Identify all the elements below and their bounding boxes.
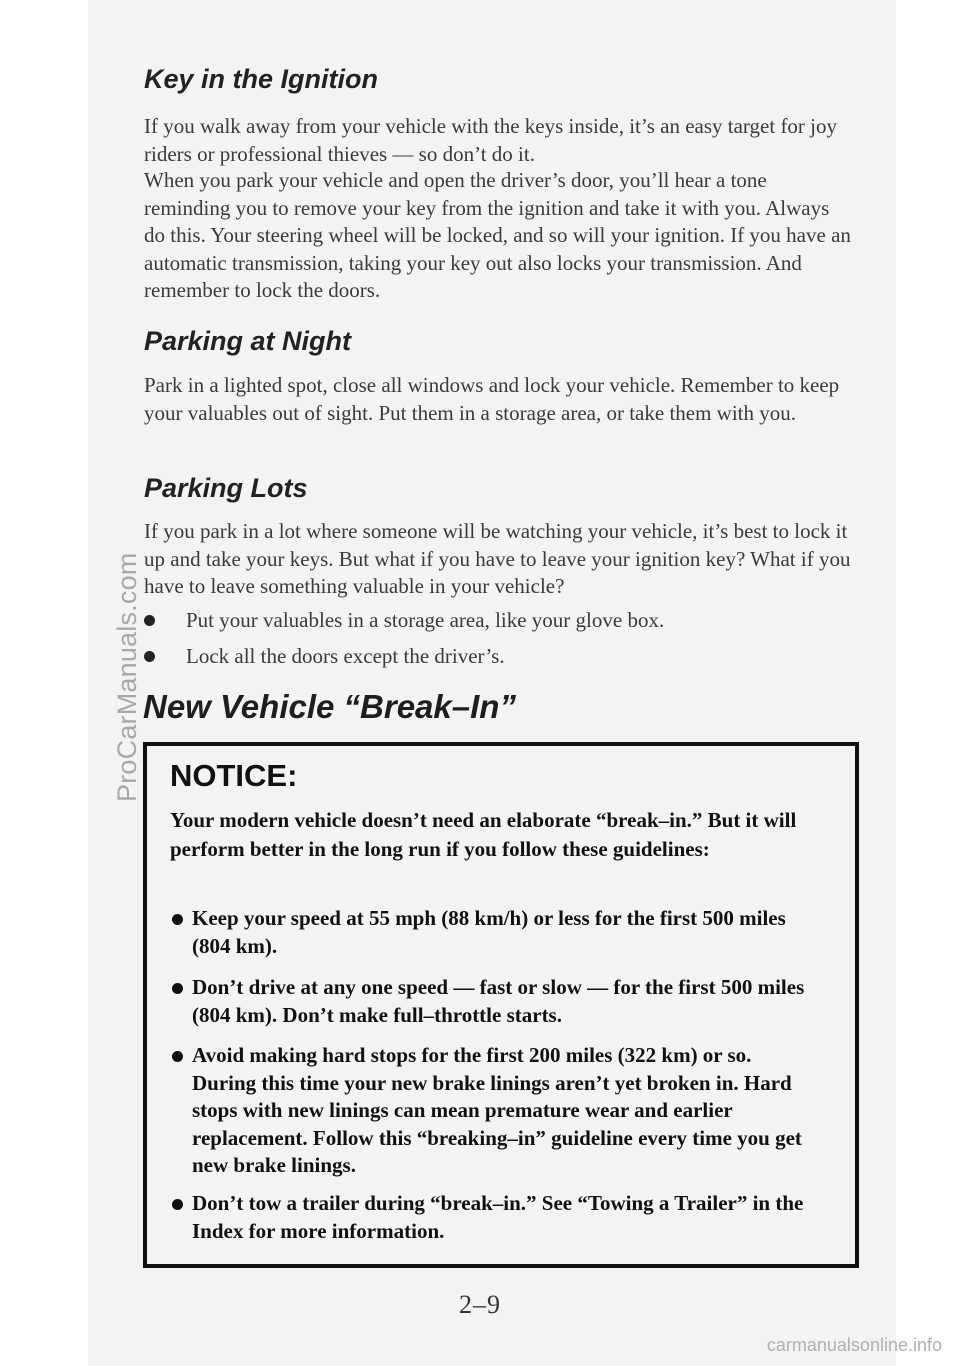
notice-box [143, 742, 859, 1268]
notice-title: NOTICE: [170, 758, 298, 793]
notice-list-item-text: Avoid making hard stops for the first 200 miles (322 km) or so. During this time your new brake linings aren’t yet broken in. Hard stops with new linings can mean premature wear and earlier replacement. Follow this “breaking–in” guideline every time you get new brake linings. [192, 1043, 802, 1177]
bullet-icon [172, 914, 183, 925]
paragraph-parking-night: Park in a lighted spot, close all windows and lock your vehicle. Remember to keep your valuables out of sight. Put them in a storage area, or take them with you. [144, 373, 840, 425]
list-item-text: Lock all the doors except the driver’s. [186, 644, 505, 668]
heading-key-in-ignition: Key in the Ignition [144, 64, 378, 94]
paragraph-key-ignition-2: When you park your vehicle and open the driver’s door, you’ll hear a tone reminding you to remove your key from the ignition and take it with you. Always do this. Your steering wheel will be locked, and so will your ignition. If you have an automatic transmission, taking your key out also locks your transmission. And remember to lock the doors. [144, 168, 851, 302]
page-number: 2–9 [459, 1290, 501, 1319]
notice-intro: Your modern vehicle doesn’t need an elaborate “break–in.” But it will perform better in the long run if you follow these guidelines: [170, 808, 797, 861]
list-item-text: Put your valuables in a storage area, like your glove box. [186, 608, 665, 632]
bullet-icon [172, 1051, 183, 1062]
heading-parking-at-night: Parking at Night [144, 326, 352, 356]
bullet-icon [144, 651, 155, 662]
heading-parking-lots: Parking Lots [144, 473, 308, 503]
bullet-icon [144, 615, 155, 626]
bullet-icon [172, 1199, 183, 1210]
bottom-watermark: carmanualsonline.info [766, 1335, 942, 1355]
heading-new-vehicle-break-in: New Vehicle “Break–In” [143, 688, 516, 725]
bullet-icon [172, 983, 183, 994]
notice-list-item-text: Keep your speed at 55 mph (88 km/h) or less for the first 500 miles (804 km). [192, 906, 786, 958]
notice-list-item-text: Don’t drive at any one speed — fast or slow — for the first 500 miles (804 km). Don’t make full–throttle starts. [192, 975, 805, 1027]
paragraph-parking-lots: If you park in a lot where someone will be watching your vehicle, it’s best to lock it up and take your keys. But what if you have to leave your ignition key? What if you have to leave something valuable in your vehicle? [144, 519, 851, 598]
notice-list-item-text: Don’t tow a trailer during “break–in.” See “Towing a Trailer” in the Index for more information. [192, 1191, 804, 1243]
paragraph-key-ignition-1: If you walk away from your vehicle with the keys inside, it’s an easy target for joy riders or professional thieves — so don’t do it. [144, 114, 838, 166]
side-watermark: ProCarManuals.com [112, 552, 142, 802]
